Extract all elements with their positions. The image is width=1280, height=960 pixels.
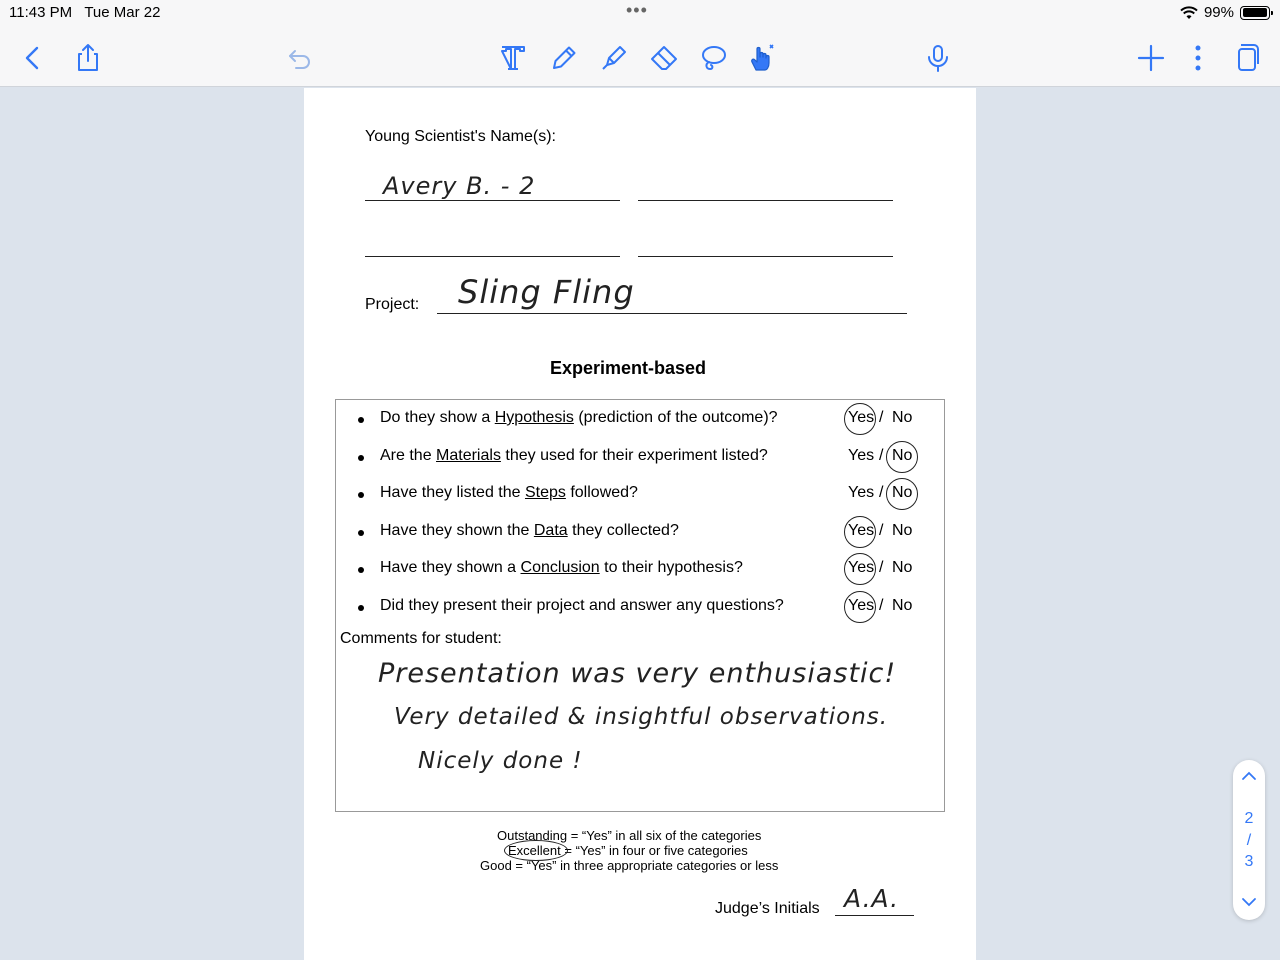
project-label: Project: <box>365 296 420 313</box>
yes-option[interactable]: Yes <box>848 559 875 576</box>
comment-line-1: Presentation was very enthusiastic! <box>378 658 897 689</box>
name-line-4[interactable] <box>638 256 893 257</box>
bullet <box>358 530 364 536</box>
option-separator: / <box>879 484 884 501</box>
battery-icon <box>1240 6 1270 20</box>
legend-excellent: Excellent = “Yes” in four or five categories <box>508 843 748 858</box>
criteria-question: Did they present their project and answer any questions? <box>380 596 784 614</box>
project-name-handwriting: Sling Fling <box>458 273 635 311</box>
yes-option[interactable]: Yes <box>848 446 875 464</box>
option-separator: / <box>879 409 884 426</box>
criteria-row <box>336 409 944 442</box>
total-pages: 3 <box>1244 853 1254 870</box>
name-line-2[interactable] <box>638 200 893 201</box>
bullet <box>358 492 364 498</box>
criteria-row <box>336 446 944 480</box>
pages-icon[interactable] <box>1228 40 1264 76</box>
names-label: Young Scientist's Name(s): <box>365 128 556 145</box>
text-tool-icon[interactable] <box>495 40 531 76</box>
microphone-icon[interactable] <box>920 40 956 76</box>
eraser-tool-icon[interactable] <box>646 40 682 76</box>
criteria-question: Are the Materials they used for their experiment listed? <box>380 446 768 464</box>
criteria-box <box>335 399 945 812</box>
project-line[interactable] <box>437 313 907 314</box>
multitasking-dots-icon[interactable]: ••• <box>626 0 648 20</box>
criteria-question: Have they listed the Steps followed? <box>380 484 638 501</box>
judge-initials-label: Judge’s Initials <box>715 900 820 917</box>
legend-outstanding: Outstanding = “Yes” in all six of the categories <box>497 828 762 843</box>
add-icon[interactable] <box>1133 40 1169 76</box>
yes-option[interactable]: Yes <box>848 409 875 426</box>
toolbar <box>0 28 1280 87</box>
lasso-tool-icon[interactable] <box>695 40 731 76</box>
status-time: 11:43 PM Tue Mar 22 <box>9 4 161 21</box>
yes-option[interactable]: Yes <box>848 484 875 501</box>
criteria-row <box>336 596 944 630</box>
name-line-1[interactable] <box>365 200 620 201</box>
student-name-handwriting: Avery B. - 2 <box>383 172 536 200</box>
legend-good: Good = “Yes” in three appropriate categories or less <box>480 858 779 873</box>
yes-option[interactable]: Yes <box>848 596 875 614</box>
no-option[interactable]: No <box>892 596 913 614</box>
no-option[interactable]: No <box>892 446 913 464</box>
status-bar <box>0 0 1280 28</box>
criteria-row <box>336 484 944 517</box>
no-option[interactable]: No <box>892 559 913 576</box>
option-separator: / <box>879 521 884 539</box>
no-option[interactable]: No <box>892 409 913 426</box>
criteria-question: Do they show a Hypothesis (prediction of the outcome)? <box>380 409 778 426</box>
battery-percent: 99% <box>1203 4 1234 21</box>
yes-option[interactable]: Yes <box>848 521 875 539</box>
undo-icon[interactable] <box>282 40 318 76</box>
yes-circle-annotation <box>844 403 876 435</box>
document-page[interactable] <box>304 88 976 960</box>
no-circle-annotation <box>886 441 918 473</box>
pen-tool-icon[interactable] <box>546 40 582 76</box>
name-line-3[interactable] <box>365 256 620 257</box>
next-page-icon[interactable] <box>1241 894 1257 910</box>
option-separator: / <box>879 596 884 614</box>
page-separator: / <box>1246 832 1252 849</box>
previous-page-icon[interactable] <box>1241 768 1257 784</box>
comment-line-3: Nicely done ! <box>418 748 583 774</box>
criteria-row <box>336 521 944 555</box>
option-separator: / <box>879 559 884 576</box>
comments-label: Comments for student: <box>340 630 502 647</box>
more-icon[interactable] <box>1180 40 1216 76</box>
back-icon[interactable] <box>15 40 51 76</box>
highlighter-tool-icon[interactable] <box>596 40 632 76</box>
criteria-row <box>336 559 944 592</box>
page-navigator <box>1233 760 1265 920</box>
no-option[interactable]: No <box>892 484 913 501</box>
bullet <box>358 605 364 611</box>
share-icon[interactable] <box>70 40 106 76</box>
criteria-question: Have they shown a Conclusion to their hypothesis? <box>380 559 743 576</box>
bullet <box>358 417 364 423</box>
yes-circle-annotation <box>844 591 876 623</box>
section-heading: Experiment-based <box>550 358 707 378</box>
wifi-icon <box>1180 6 1198 20</box>
comment-line-2: Very detailed & insightful observations. <box>394 704 889 730</box>
no-option[interactable]: No <box>892 521 913 539</box>
criteria-question: Have they shown the Data they collected? <box>380 521 679 539</box>
option-separator: / <box>879 446 884 464</box>
judge-initials-line[interactable] <box>835 915 914 916</box>
no-circle-annotation <box>886 478 918 510</box>
yes-circle-annotation <box>844 516 876 548</box>
yes-circle-annotation <box>844 553 876 585</box>
current-page-number: 2 <box>1244 810 1254 827</box>
touch-tool-icon[interactable] <box>744 40 780 76</box>
bullet <box>358 455 364 461</box>
bullet <box>358 567 364 573</box>
judge-initials-handwriting: A.A. <box>844 884 900 913</box>
